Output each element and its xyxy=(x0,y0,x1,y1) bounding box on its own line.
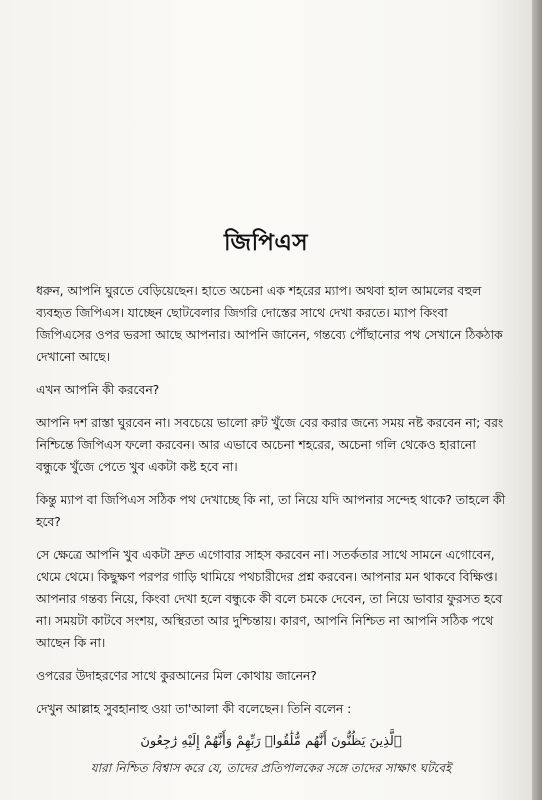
book-spine xyxy=(532,0,542,800)
paragraph-4: কিন্তু ম্যাপ বা জিপিএস সঠিক পথ দেখাচ্ছে কি না, তা নিয়ে যদি আপনার সন্দেহ থাকে? তাহলে কী হবে? xyxy=(36,493,506,529)
arabic-verse: ٱلَّذِينَ يَظُنُّونَ أَنَّهُم مُّلَٰقُوا۟ رَبِّهِمْ وَأَنَّهُمْ إِلَيْهِ رَٰجِعُونَ xyxy=(140,734,402,749)
body-text xyxy=(36,280,506,779)
paragraph-3: আপনি দশ রাস্তা ঘুরবেন না। সবচেয়ে ভালো রুট খুঁজে বের করার জন্যে সময় নষ্ট করবেন না; বরং নিশ্চিন্তে জিপিএস ফলো করবেন। আর এভাবে অচেনা শহরের, অচেনা গলি থেকেও হারানো বন্ধুকে খুঁজে পেতে খুব একটা কষ্ট হবে না। xyxy=(36,416,504,474)
paragraph-6: ওপরের উদাহরণের সাথে কুরআনের মিল কোথায় জানেন? xyxy=(36,669,317,683)
paragraph-1: ধরুন, আপনি ঘুরতে বেড়িয়েছেন। হাতে অচেনা এক শহরের ম্যাপ। অথবা হাল আমলের বহুল ব্যবহৃত জিপিএস। যাচ্ছেন ছোটবেলার জিগরি দোস্তের সাথে দেখা করতে। ম্যাপ কিংবা জিপিএসের ওপর ভরসা আছে আপনার। আপনি জানেন, গন্তব্যে পৌঁছানোর পথ সেখানে ঠিকঠাক দেখানো আছে। xyxy=(36,284,503,364)
paragraph-5: সে ক্ষেত্রে আপনি খুব একটা দ্রুত এগোবার সাহস করবেন না। সতর্কতার সাথে সামনে এগোবেন, থেমে থেমে। কিছুক্ষণ পরপর গাড়ি থামিয়ে পথচারীদের প্রশ্ন করবেন। আপনার মন থাকবে বিক্ষিপ্ত। আপনার গন্তব্য নিয়ে, কিংবা দেখা হলে বন্ধুকে কী বলে চমকে দেবেন, তা নিয়ে ভাবার ফুরসত হবে না। সময়টা কাটবে সংশয়, অস্থিরতা আর দুশ্চিন্তায়। কারণ, আপনি নিশ্চিত না আপনি সঠিক পথে আছেন কি না। xyxy=(36,548,503,650)
paragraph-2: এখন আপনি কী করবেন? xyxy=(36,383,160,397)
paragraph-7: দেখুন আল্লাহ সুবহানাহু ওয়া তা'আলা কী বলেছেন। তিনি বলেন : xyxy=(36,702,352,716)
chapter-title: জিপিএস xyxy=(223,230,309,256)
verse-translation: যারা নিশ্চিত বিশ্বাস করে যে, তাদের প্রতিপালকের সঙ্গে তাদের সাক্ষাৎ ঘটবেই xyxy=(90,761,452,775)
